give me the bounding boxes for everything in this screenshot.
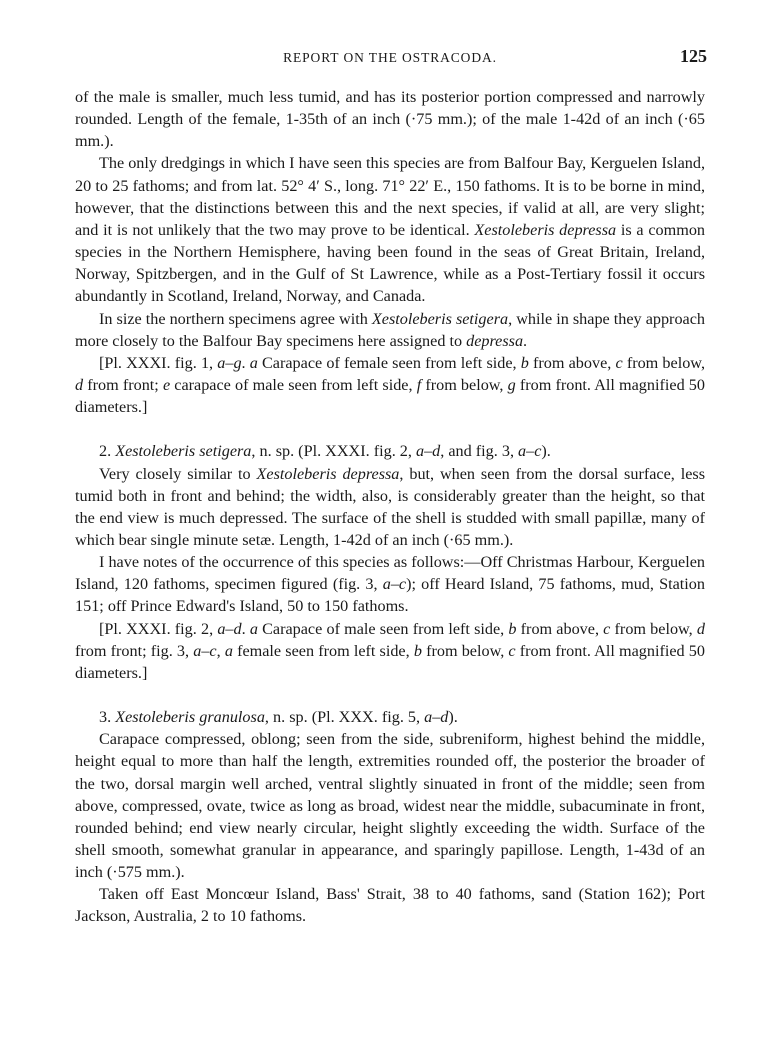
species-heading-setigera: 2. Xestoleberis setigera, n. sp. (Pl. XXXI. fig. 2, a–d, and fig. 3, a–c). — [99, 442, 551, 461]
paragraph-setigera-description: Very closely similar to Xestoleberis depressa, but, when seen from the dorsal surface, less tumid both in front and behind; the width, also, is considerably greater than the height, so that the end view is much depressed. The surface of the shell is studded with small papillæ, many of which bear single minute setæ. Length, 1-42d of an inch (·65 mm.). — [75, 464, 705, 549]
section-gap — [75, 418, 705, 440]
species-heading-granulosa: 3. Xestoleberis granulosa, n. sp. (Pl. XXX. fig. 5, a–d). — [99, 708, 458, 727]
plate-reference-fig1: [Pl. XXXI. fig. 1, a–g. a Carapace of female seen from left side, b from above, c from below, d from front; e carapace of male seen from left side, f from below, g from front. All magnified 50 diameters.] — [75, 353, 705, 417]
paragraph-granulosa-locality: Taken off East Moncœur Island, Bass' Strait, 38 to 40 fathoms, sand (Station 162); Port Jackson, Australia, 2 to 10 fathoms. — [75, 885, 705, 926]
page-header — [75, 46, 705, 72]
running-title: REPORT ON THE OSTRACODA. — [283, 50, 497, 65]
plate-reference-fig2-3: [Pl. XXXI. fig. 2, a–d. a Carapace of male seen from left side, b from above, c from below, d from front; fig. 3, a–c, a female seen from left side, b from below, c from front. All magnified 50 diameters.] — [75, 619, 705, 682]
paragraph-distribution: The only dredgings in which I have seen this species are from Balfour Bay, Kerguelen Island, 20 to 25 fathoms; and from lat. 52° 4′ S., long. 71° 22′ E., 150 fathoms. It is to be borne in mind, however, that the distinctions between this and the next species, if valid at all, are very slight; and it is not unlikely that the two may prove to be identical. Xestoleberis depressa is a common species in the Northern Hemisphere, having been found in the seas of Great Britain, Ireland, Norway, Spitzbergen, and in the Gulf of St Lawrence, while as a Post-Tertiary fossil it occurs abundantly in Scotland, Ireland, Norway, and Canada. — [75, 154, 706, 306]
section-gap — [75, 684, 705, 706]
paragraph-comparison: In size the northern specimens agree with Xestoleberis setigera, while in shape they approach more closely to the Balfour Bay specimens here assigned to depressa. — [75, 309, 706, 350]
page-number: 125 — [680, 46, 707, 66]
paragraph-continuation: of the male is smaller, much less tumid, and has its posterior portion compressed and narrowly rounded. Length of the female, 1-35th of an inch (·75 mm.); of the male 1-42d of an inch (·65 mm.). — [75, 88, 705, 151]
paragraph-granulosa-description: Carapace compressed, oblong; seen from the side, subreniform, highest behind the middle, height equal to more than half the length, extremities rounded off, the posterior the broader of the two, dorsal margin well arched, ventral slightly sinuated in front of the middle; seen from above, compressed, ovate, twice as long as broad, widest near the middle, subacuminate in front, rounded behind; end view nearly circular, height slightly exceeding the width. Surface of the shell smooth, somewhat granular in appearance, and sparingly papillose. Length, 1-43d of an inch (·575 mm.). — [75, 730, 705, 882]
paragraph-setigera-occurrence: I have notes of the occurrence of this species as follows:—Off Christmas Harbour, Kerguelen Island, 120 fathoms, specimen figured (fig. 3, a–c); off Heard Island, 75 fathoms, mud, Station 151; off Prince Edward's Island, 50 to 150 fathoms. — [75, 553, 705, 616]
body-text — [75, 86, 705, 928]
